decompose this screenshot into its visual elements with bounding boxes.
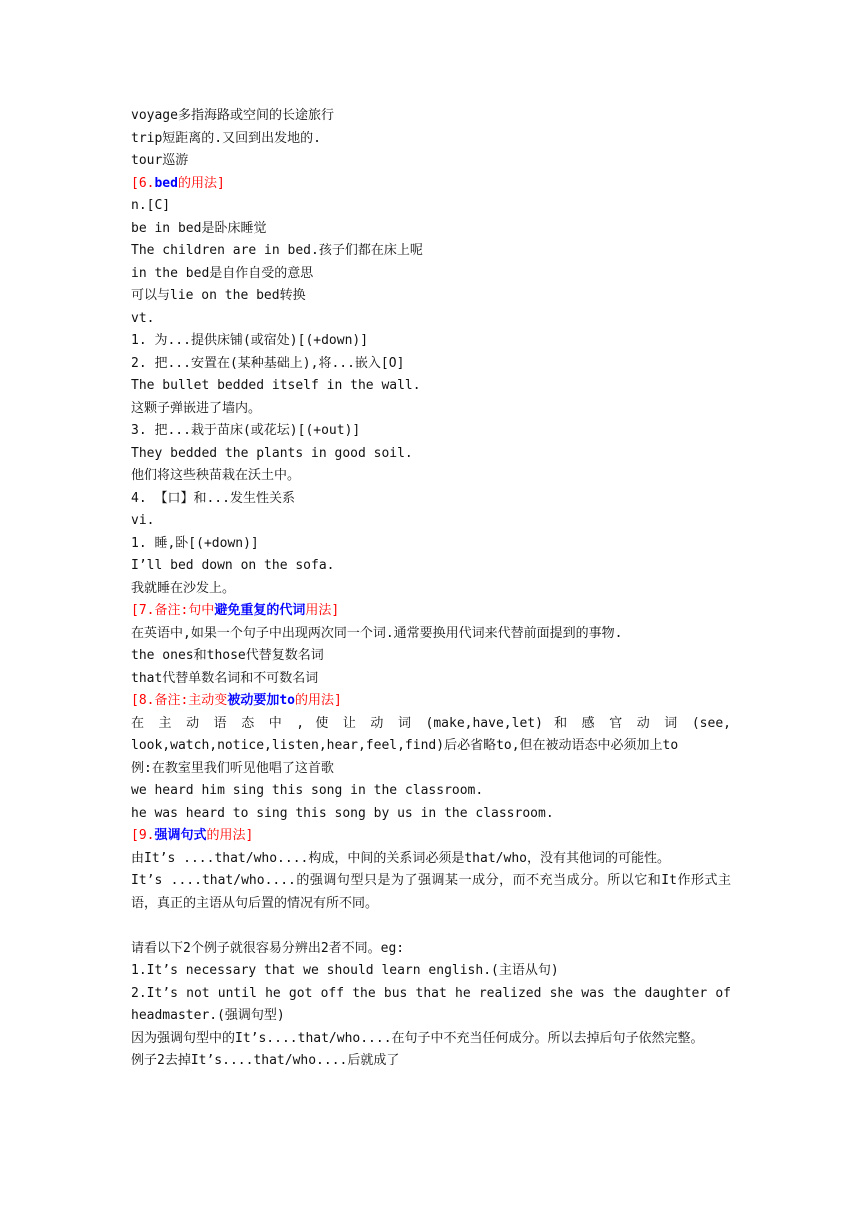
text-line: 他们将这些秧苗栽在沃土中。: [131, 468, 301, 483]
heading-prefix: [6.: [131, 175, 155, 191]
heading-suffix: 用法]: [305, 603, 340, 618]
text-line: The bullet bedded itself in the wall.: [131, 378, 421, 393]
paragraph: 因为强调句型中的It’s....that/who....在句子中不充当任何成分。所以去掉后句子依然完整。: [131, 1030, 704, 1046]
text-line: 在英语中,如果一个句子中出现两次同一个词.通常要换用代词来代替前面提到的事物.: [131, 625, 623, 641]
text-line: 这颗子弹嵌进了墙内。: [131, 400, 262, 416]
text-line: he was heard to sing this song by us in the classroom.: [131, 805, 554, 821]
blank-line: [131, 915, 731, 938]
example-2: 2.It’s not until he got off the bus that he realized she was the daughter of headmaster.(强调句型): [131, 985, 731, 1023]
text-line: 例:在教室里我们听见他唱了这首歌: [131, 760, 334, 776]
heading-prefix: [7.备注:句中: [131, 603, 215, 618]
text-line: vi.: [131, 513, 155, 528]
section-heading-9: [131, 825, 731, 848]
paragraph: It’s ....that/who....的强调句型只是为了强调某一成分，而不充当成分。所以它和It作形式主语，真正的主语从句后置的情况有所不同。: [131, 873, 731, 911]
text-line: vt.: [131, 310, 155, 326]
text-line: we heard him sing this song in the classroom.: [131, 783, 484, 798]
text-line: 可以与lie on the bed转换: [131, 288, 306, 303]
text-line: 1. 为...提供床铺(或宿处)[(+down)]: [131, 333, 369, 348]
text-line: 4. 【口】和...发生性关系: [131, 490, 295, 506]
heading-suffix: 的用法]: [206, 828, 254, 843]
paragraph: 在 主 动 语 态 中 , 使 让 动 词 (make,have,let) 和 感 官 动 词 (see, look,watch,notice,listen,hear,feel,find)后必省略to,但在被动语态中必须加上to: [131, 715, 731, 753]
heading-keyword: 避免重复的代词: [214, 603, 306, 618]
text-line: that代替单数名词和不可数名词: [131, 670, 319, 686]
text-line: I’ll bed down on the sofa.: [131, 558, 335, 573]
text-line: in the bed是自作自受的意思: [131, 265, 314, 281]
text-line: the ones和those代替复数名词: [131, 648, 324, 663]
text-line: 2. 把...安置在(某种基础上),将...嵌入[O]: [131, 355, 405, 371]
heading-keyword: bed: [154, 175, 178, 191]
example-1: 1.It’s necessary that we should learn english.(主语从句): [131, 963, 559, 978]
section-heading-7: [131, 600, 731, 623]
text-line: 请看以下2个例子就很容易分辨出2者不同。eg:: [131, 940, 405, 956]
heading-keyword: 强调句式: [154, 828, 207, 843]
text-line: The children are in bed.孩子们都在床上呢: [131, 243, 423, 258]
heading-prefix: [9.: [131, 828, 155, 843]
text-line: 1. 睡,卧[(+down)]: [131, 535, 259, 551]
text-line: voyage多指海路或空间的长途旅行: [131, 108, 334, 123]
text-line: 例子2去掉It’s....that/who....后就成了: [131, 1053, 400, 1068]
text-line: 我就睡在沙发上。: [131, 580, 236, 596]
paragraph: 由It’s ....that/who....构成，中间的关系词必须是that/who，没有其他词的可能性。: [131, 850, 670, 866]
heading-keyword: 被动要加to: [227, 693, 295, 708]
text-line: They bedded the plants in good soil.: [131, 445, 413, 461]
text-line: n.[C]: [131, 198, 171, 213]
heading-suffix: 的用法]: [294, 693, 342, 708]
section-heading-6: [131, 173, 731, 196]
heading-prefix: [8.备注:主动变: [131, 693, 228, 708]
document-body: [131, 105, 731, 1073]
text-line: tour巡游: [131, 153, 189, 168]
section-heading-8: [131, 690, 731, 713]
text-line: be in bed是卧床睡觉: [131, 220, 267, 236]
heading-suffix: 的用法]: [177, 175, 225, 191]
text-line: 3. 把...栽于苗床(或花坛)[(+out)]: [131, 423, 361, 438]
text-line: trip短距离的.又回到出发地的.: [131, 130, 321, 146]
